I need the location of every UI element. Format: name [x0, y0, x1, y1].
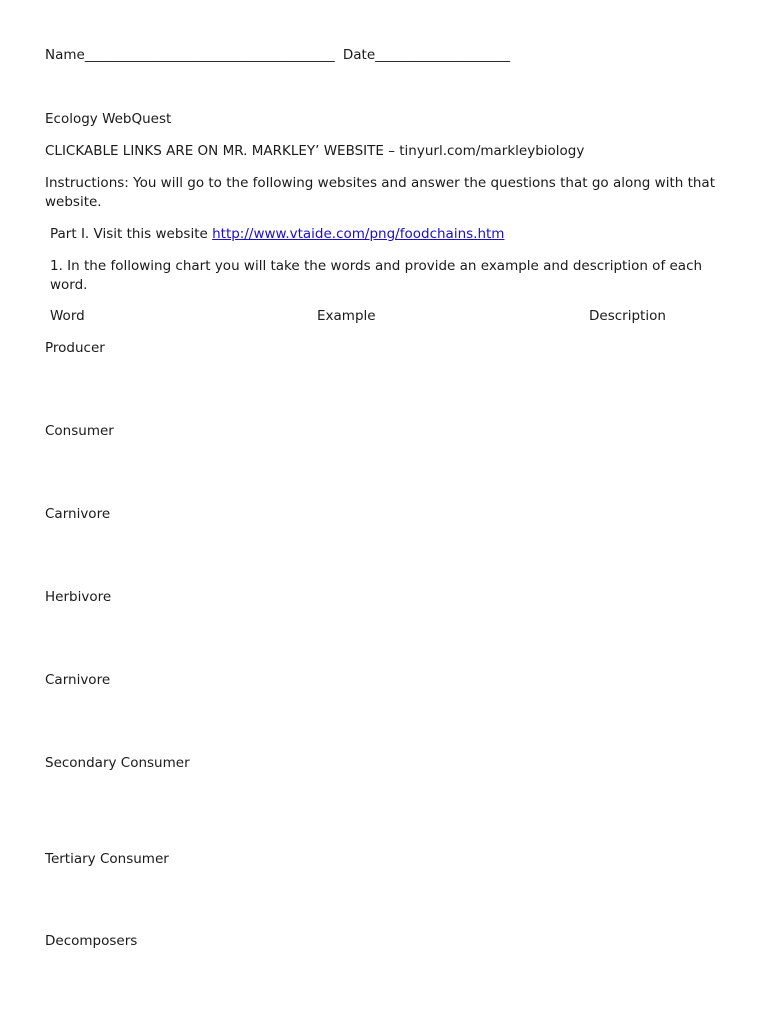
table-row: Herbivore — [45, 589, 112, 605]
foodchains-link[interactable]: http://www.vtaide.com/png/foodchains.htm — [212, 226, 505, 242]
table-row: Consumer — [45, 423, 114, 439]
instructions-text: Instructions: You will go to the following websites and answer the questions that go along with that website. — [45, 175, 715, 210]
table-row: Carnivore — [45, 672, 111, 688]
part1-prefix: Part I. Visit this website — [50, 226, 213, 242]
table-row: Secondary Consumer — [45, 755, 190, 771]
name-date-line — [45, 46, 510, 65]
question-1: 1. In the following chart you will take the words and provide an example and description of each word. — [50, 258, 703, 293]
column-header-word: Word — [50, 308, 85, 324]
table-row: Decomposers — [45, 933, 138, 949]
part1-line — [45, 225, 504, 244]
table-row: Tertiary Consumer — [45, 851, 169, 867]
table-row: Carnivore — [45, 506, 111, 522]
links-notice: CLICKABLE LINKS ARE ON MR. MARKLEY’ WEBSITE – tinyurl.com/markleybiology — [45, 143, 585, 159]
page-title: Ecology WebQuest — [45, 111, 172, 127]
column-header-example: Example — [317, 308, 376, 324]
table-row: Producer — [45, 340, 105, 356]
name-field-label: Name_____________________________________ — [45, 47, 335, 63]
date-field-label: Date____________________ — [342, 47, 511, 63]
column-header-description: Description — [589, 308, 666, 324]
